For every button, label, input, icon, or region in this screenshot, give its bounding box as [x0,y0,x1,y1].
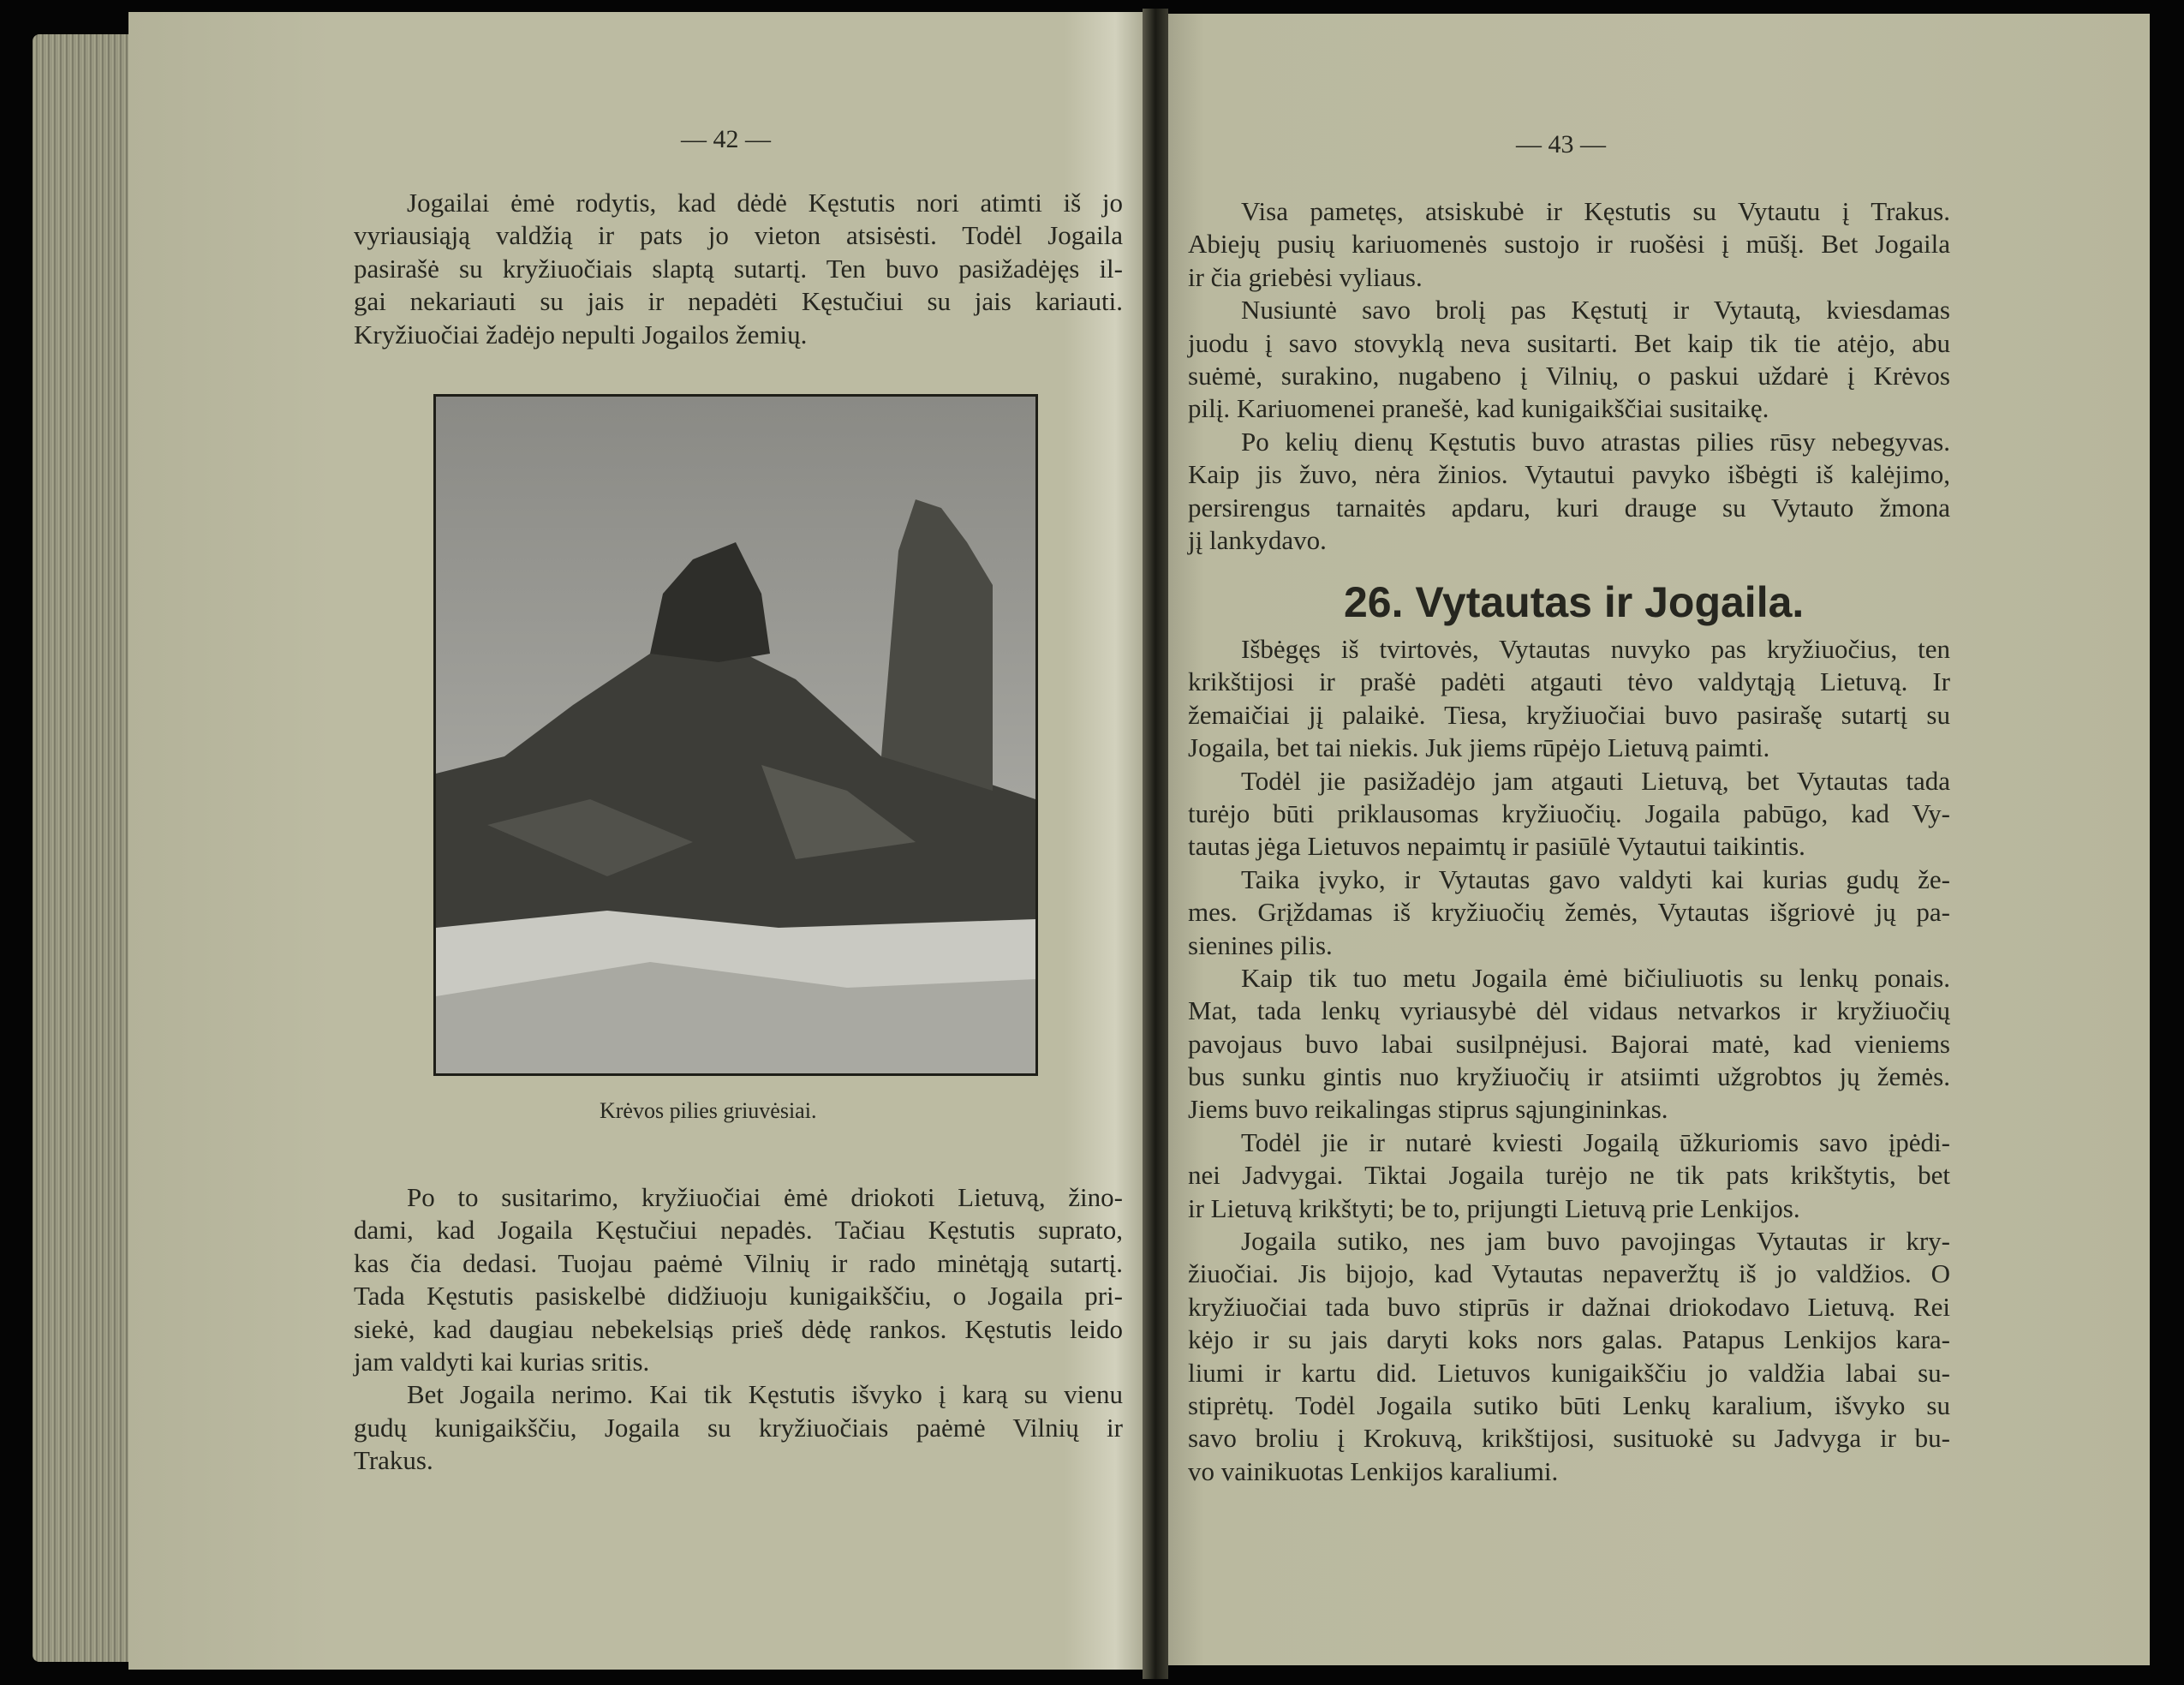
paragraph [354,1378,1123,1477]
photo-caption: Krėvos pilies griuvėsiai. [600,1098,817,1123]
paragraph [1188,426,1950,558]
text-line: žemaičiai jį palaikė. Tiesa, kryžiuočiai buvo pasirašę sutartį su [1188,699,1950,730]
text-line: ir čia griebėsi vyliaus. [1188,261,1423,292]
text-line: bus sunku gintis nuo kryžiuočių ir atsiimti užgrobtos jų žemės. [1188,1061,1950,1092]
text-line: pilį. Kariuomenei pranešė, kad kunigaikščiai susitaikę. [1188,393,1769,424]
text-line: Po to susitarimo, kryžiuočiai ėmė driokoti Lietuvą, žino- [407,1182,1123,1212]
right-text-top [1188,195,1950,557]
text-line: Abiejų pusių kariuomenės sustojo ir ruošėsi į mūšį. Bet Jogaila [1188,229,1950,260]
text-line: krikštijosi ir prašė padėti atgauti tėvo valdytąją Lietuvą. Ir [1188,666,1950,697]
text-line: persirengus tarnaitės apdaru, kuri drauge su Vytauto žmona [1188,492,1950,523]
paragraph [1188,294,1950,426]
book-gutter [1143,9,1168,1679]
text-line: gudų kunigaikščiu, Jogaila su kryžiuočiais paėmė Vilnių ir [354,1412,1123,1443]
paragraph [1188,962,1950,1126]
text-line: ir Lietuvą krikštyti; be to, prijungti Lietuvą prie Lenkijos. [1188,1192,1800,1223]
text-line: suėmė, surakino, nugabeno į Vilnių, o paskui uždarė į Krėvos [1188,360,1950,391]
text-line: siekė, kad daugiau nebekelsiąs prieš dėdę rankos. Kęstutis leido [354,1313,1123,1344]
left-text-top [354,187,1123,351]
text-line: Todėl jie pasižadėjo jam atgauti Lietuvą, bet Vytautas tada [1241,765,1950,796]
text-line: Jogailai ėmė rodytis, kad dėdė Kęstutis nori atimti iš jo [407,188,1123,218]
text-line: savo broliu į Krokuvą, krikštijosi, susituokė su Jadvyga ir bu- [1188,1423,1950,1454]
paragraph [354,187,1123,351]
text-line: jį lankydavo. [1188,524,1327,555]
text-line: Išbėgęs iš tvirtovės, Vytautas nuvyko pas kryžiuočius, ten [1241,634,1950,664]
text-line: jam valdyti kai kurias sritis. [354,1346,650,1377]
text-line: Tada Kęstutis pasiskelbė didžiuoju kunigaikščiu, o Jogaila pri- [354,1281,1123,1312]
text-line: gai nekariauti su jais ir nepadėti Kęstučiui su jais kariauti. [354,286,1123,317]
text-line: Taika įvyko, ir Vytautas gavo valdyti kai kurias gudų že- [1241,863,1950,894]
left-text-bottom [354,1181,1123,1478]
text-line: Kryžiuočiai žadėjo nepulti Jogailos žemių. [354,319,808,350]
text-line: Jogaila sutiko, nes jam buvo pavojingas Vytautas ir kry- [1241,1226,1950,1257]
text-line: tautas jėga Lietuvos nepaimtų ir pasiūlė Vytautui taikintis. [1188,831,1805,862]
text-line: Todėl jie ir nutarė kviesti Jogailą ūžkuriomis savo įpėdi- [1241,1126,1950,1157]
text-line: kas čia dedasi. Tuojau paėmė Vilnių ir rado minėtąją sutartį. [354,1247,1123,1278]
paragraph [1188,1126,1950,1225]
text-line: Jogaila, bet tai niekis. Juk jiems rūpėjo Lietuvą paimti. [1188,732,1770,763]
text-line: sienines pilis. [1188,929,1333,960]
page-number-left: — 42 — [681,125,771,153]
text-line: Kaip tik tuo metu Jogaila ėmė bičiuliuotis su lenkų ponais. [1241,962,1950,993]
castle-ruins-photo [433,394,1038,1076]
paragraph [1188,195,1950,294]
paragraph [1188,633,1950,765]
text-line: pasirašė su kryžiuočiais slaptą sutartį. Ten buvo pasižadėjęs il- [354,253,1123,284]
text-line: dami, kad Jogaila Kęstučiui nepadės. Tačiau Kęstutis suprato, [354,1215,1123,1246]
text-line: Mat, tada lenkų vyriausybė dėl vidaus netvarkos ir kryžiuočių [1188,995,1950,1026]
text-line: Visa pametęs, atsiskubė ir Kęstutis su Vytautu į Trakus. [1241,196,1950,226]
text-line: pavojaus buvo labai susilpnėjusi. Bajorai matė, kad vieniems [1188,1028,1950,1059]
text-line: nei Jadvygai. Tiktai Jogaila turėjo ne tik pats krikštytis, bet [1188,1160,1950,1191]
paragraph [1188,765,1950,863]
page-number-right: — 43 — [1516,130,1606,158]
text-line: Jiems buvo reikalingas stiprus sąjungininkas. [1188,1094,1668,1125]
text-line: Nusiuntė savo brolį pas Kęstutį ir Vytautą, kviesdamas [1241,295,1950,326]
text-line: kėjo ir su jais daryti koks nors galas. Patapus Lenkijos kara- [1188,1324,1950,1355]
paragraph [1188,863,1950,962]
text-line: žiuočiai. Jis bijojo, kad Vytautas nepaveržtų iš jo valdžios. O [1188,1258,1950,1289]
text-line: Kaip jis žuvo, nėra žinios. Vytautui pavyko išbėgti iš kalėjimo, [1188,459,1950,490]
text-line: Bet Jogaila nerimo. Kai tik Kęstutis išvyko į karą su vienu [407,1379,1123,1410]
paragraph [354,1181,1123,1378]
text-line: vyriausiąją valdžią ir pats jo vieton atsisėsti. Todėl Jogaila [354,220,1123,251]
text-line: stiprėtų. Todėl Jogaila sutiko būti Lenkų karalium, išvyko su [1188,1389,1950,1420]
castle-ruins-image [436,397,1035,1073]
paragraph [1188,1225,1950,1488]
text-line: turėjo būti priklausomas kryžiuočių. Jogaila pabūgo, kad Vy- [1188,798,1950,828]
text-line: kryžiuočiai tada buvo stiprūs ir dažnai driokodavo Lietuvą. Rei [1188,1291,1950,1322]
text-line: Trakus. [354,1445,433,1476]
text-line: vo vainikuotas Lenkijos karaliumi. [1188,1455,1559,1486]
text-line: mes. Grįždamas iš kryžiuočių žemės, Vytautas išgriovė jų pa- [1188,897,1950,928]
text-line: liumi ir kartu did. Lietuvos kunigaikščiu jo valdžia labai su- [1188,1357,1950,1388]
text-line: juodu į savo stovyklą neva susitarti. Bet kaip tik tie atėjo, abu [1188,327,1950,358]
right-text-bottom [1188,633,1950,1488]
text-line: Po kelių dienų Kęstutis buvo atrastas pilies rūsy nebegyvas. [1241,426,1950,457]
chapter-heading: 26. Vytautas ir Jogaila. [1344,578,1805,626]
